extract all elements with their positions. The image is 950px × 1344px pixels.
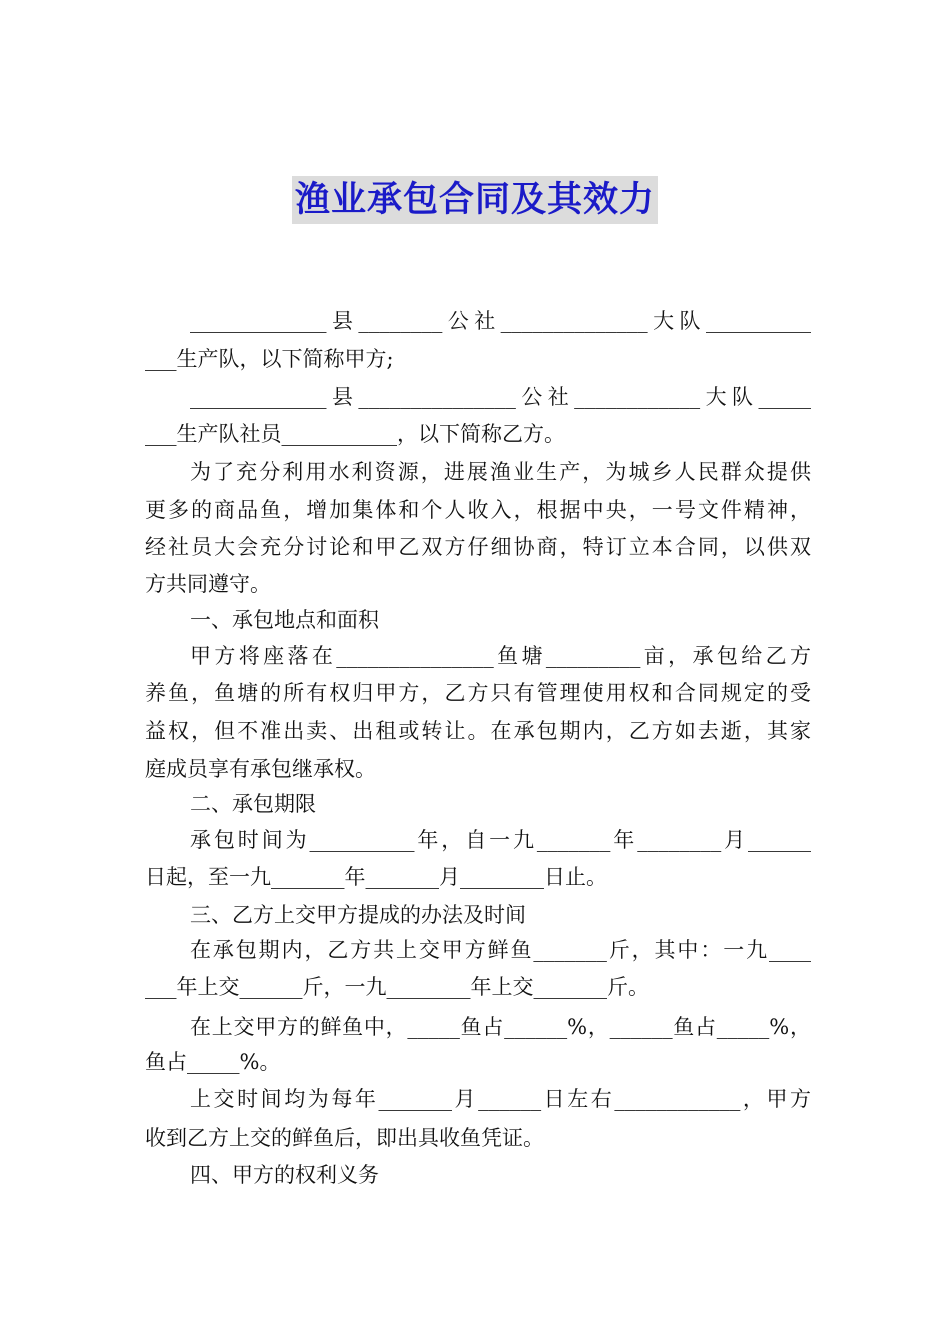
text-line: 承包时间为__________年，自一九_______年________月______ (190, 828, 811, 852)
text-line: _____________县_______________公社____________大队_____ (190, 385, 811, 409)
text-line: 甲方将座落在_______________鱼塘_________亩，承包给乙方 (190, 644, 811, 668)
text-line: 上交时间均为每年_______月______日左右____________，甲方 (190, 1087, 811, 1111)
text-line: 方共同遵守。 (145, 572, 271, 596)
text-line: 日起，至一九_______年_______月________日止。 (145, 865, 607, 889)
text-line: ___生产队社员___________，以下简称乙方。 (145, 422, 565, 446)
text-line: 为了充分利用水利资源，进展渔业生产，为城乡人民群众提供 (190, 460, 811, 484)
document-title: 渔业承包合同及其效力 (292, 176, 658, 224)
text-line: _____________县________公社______________大队__________ (190, 309, 811, 333)
text-line: 更多的商品鱼，增加集体和个人收入，根据中央，一号文件精神， (145, 498, 811, 522)
text-line: 庭成员享有承包继承权。 (145, 757, 376, 781)
section-heading: 四、甲方的权利义务 (190, 1163, 379, 1187)
text-line: 益权，但不准出卖、出租或转让。在承包期内，乙方如去逝，其家 (145, 719, 811, 743)
text-line: 养鱼，鱼塘的所有权归甲方，乙方只有管理使用权和合同规定的受 (145, 681, 811, 705)
text-line: 在上交甲方的鲜鱼中，_____鱼占______%，______鱼占_____%， (190, 1015, 811, 1039)
text-line: 在承包期内，乙方共上交甲方鲜鱼_______斤，其中：一九____ (190, 938, 811, 962)
section-heading: 三、乙方上交甲方提成的办法及时间 (190, 903, 526, 927)
text-line: 收到乙方上交的鲜鱼后，即出具收鱼凭证。 (145, 1126, 544, 1150)
text-line: ___生产队，以下简称甲方; (145, 347, 394, 371)
text-line: ___年上交______斤，一九________年上交_______斤。 (145, 975, 649, 999)
section-heading: 一、承包地点和面积 (190, 608, 379, 632)
text-line: 鱼占_____%。 (145, 1050, 281, 1074)
section-heading: 二、承包期限 (190, 792, 316, 816)
title-block (0, 176, 950, 224)
text-line: 经社员大会充分讨论和甲乙双方仔细协商，特订立本合同，以供双 (145, 535, 811, 559)
